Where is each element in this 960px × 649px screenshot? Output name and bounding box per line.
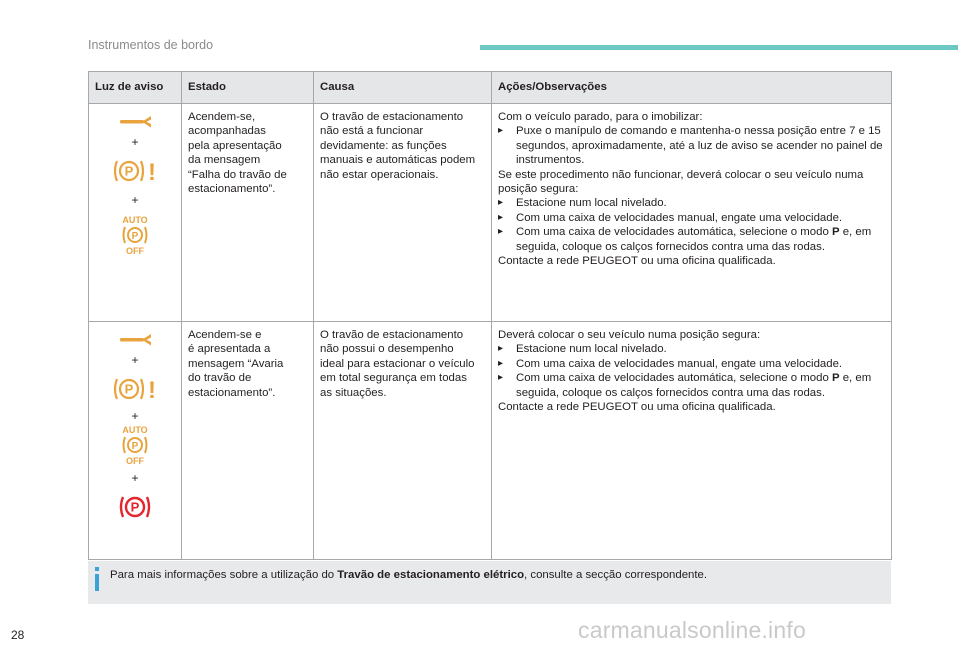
- warning-lights-cell: [89, 104, 182, 322]
- warning-lights-table: [88, 71, 892, 560]
- info-link-text: Travão de estacionamento elétrico: [337, 569, 525, 581]
- service-wrench-icon: [118, 114, 152, 128]
- cause-line: as situações.: [320, 386, 387, 399]
- cause-line: O travão de estacionamento: [320, 111, 464, 123]
- actions-intro: Deverá colocar o seu veículo numa posição segura:: [498, 329, 761, 341]
- cause-line: devidamente: as funções: [320, 139, 447, 152]
- p-letter: P: [124, 163, 134, 179]
- exclamation-mark: !: [148, 159, 156, 186]
- p-letter: P: [124, 381, 134, 397]
- column-header-cause: Causa: [314, 72, 492, 104]
- p-letter: P: [131, 231, 139, 242]
- state-cell: [182, 104, 314, 322]
- header-accent-bar: [480, 45, 958, 50]
- state-line: acompanhadas: [188, 125, 266, 138]
- state-line: é apresentada a: [188, 343, 271, 356]
- state-line: do travão de: [188, 372, 252, 385]
- bullet-arrow-icon: ▸: [498, 211, 504, 223]
- action-bullet: ▸ Com uma caixa de velocidades automática, selecione o modo P e, em seguida, coloque os calços fornecidos contra uma das rodas.: [498, 372, 872, 399]
- parking-brake-fault-icon: [112, 156, 158, 186]
- table-header-row: [89, 72, 892, 104]
- cause-line: ideal para estacionar o veículo: [320, 357, 475, 370]
- plus-sign: +: [131, 471, 139, 485]
- cause-line: não está a funcionar: [320, 125, 424, 138]
- state-line: estacionamento”.: [188, 183, 276, 196]
- bullet-arrow-icon: ▸: [498, 125, 504, 137]
- action-bullet: ▸ Estacione num local nivelado.: [498, 343, 667, 356]
- watermark: carmanualsonline.info: [578, 617, 806, 643]
- parking-brake-fault-icon: [112, 374, 158, 404]
- info-text: Para mais informações sobre a utilização do Travão de estacionamento elétrico, consulte a secção correspondente.: [110, 569, 708, 581]
- state-line: mensagem “Avaria: [188, 357, 284, 370]
- info-note: [88, 561, 891, 604]
- cause-cell: [314, 322, 492, 560]
- plus-sign: +: [131, 193, 139, 207]
- bullet-arrow-icon: ▸: [498, 197, 504, 209]
- plus-sign: +: [131, 135, 139, 149]
- action-bullet: ▸ Com uma caixa de velocidades automática, selecione o modo P e, em seguida, coloque os calços fornecidos contra uma das rodas.: [498, 226, 872, 253]
- off-label: OFF: [126, 456, 144, 466]
- actions-cell: [492, 104, 892, 322]
- action-bullet: ▸ Estacione num local nivelado.: [498, 197, 667, 210]
- bullet-arrow-icon: ▸: [498, 357, 504, 369]
- state-line: “Falha do travão de: [188, 168, 287, 181]
- cause-cell: [314, 104, 492, 322]
- auto-off-parking-icon: [118, 214, 152, 256]
- column-header-warning-light: Luz de aviso: [89, 72, 182, 104]
- p-letter: P: [131, 441, 139, 452]
- table-row: [89, 104, 892, 322]
- auto-off-parking-icon: [118, 424, 152, 466]
- exclamation-mark: !: [148, 377, 156, 404]
- bullet-arrow-icon: ▸: [498, 343, 504, 355]
- cause-line: manuais e automáticas podem: [320, 154, 476, 167]
- info-icon: [92, 567, 102, 591]
- column-header-actions: Ações/Observações: [492, 72, 892, 104]
- column-header-state: Estado: [182, 72, 314, 104]
- action-bullet: ▸ Com uma caixa de velocidades manual, engate uma velocidade.: [498, 211, 843, 224]
- state-line: Acendem-se,: [188, 111, 256, 123]
- cause-line: não estar operacionais.: [320, 168, 439, 181]
- actions-contact: Contacte a rede PEUGEOT ou uma oficina qualificada.: [498, 401, 776, 414]
- page-number: 28: [11, 628, 25, 642]
- state-line: Acendem-se e: [188, 329, 262, 341]
- table-row: [89, 322, 892, 560]
- cause-line: O travão de estacionamento: [320, 329, 464, 341]
- auto-label: AUTO: [122, 215, 148, 225]
- service-wrench-icon: [118, 332, 152, 346]
- state-cell: [182, 322, 314, 560]
- section-title: Instrumentos de bordo: [88, 38, 214, 52]
- state-line: da mensagem: [188, 154, 261, 167]
- off-label: OFF: [126, 246, 144, 256]
- state-line: pela apresentação: [188, 139, 282, 152]
- actions-intro: Com o veículo parado, para o imobilizar:: [498, 111, 703, 123]
- cause-line: não possui o desempenho: [320, 343, 454, 356]
- actions-note: Se este procedimento não funcionar, deverá colocar o seu veículo numa posição segura:: [498, 168, 864, 196]
- bullet-arrow-icon: ▸: [498, 226, 504, 238]
- action-bullet: ▸ Com uma caixa de velocidades manual, engate uma velocidade.: [498, 357, 843, 370]
- state-line: estacionamento”.: [188, 386, 276, 399]
- plus-sign: +: [131, 409, 139, 423]
- auto-label: AUTO: [122, 425, 148, 435]
- actions-cell: [492, 322, 892, 560]
- p-letter: P: [130, 499, 140, 515]
- actions-contact: Contacte a rede PEUGEOT ou uma oficina qualificada.: [498, 255, 776, 268]
- cause-line: em total segurança em todas: [320, 372, 467, 385]
- action-bullet: ▸ Puxe o manípulo de comando e mantenha-o nessa posição entre 7 e 15 segundos, aproximadamente, até a luz de aviso se acender no painel de instrumentos.: [498, 125, 883, 167]
- parking-brake-red-icon: [115, 492, 155, 522]
- bullet-arrow-icon: ▸: [498, 372, 504, 384]
- plus-sign: +: [131, 353, 139, 367]
- warning-lights-cell: [89, 322, 182, 560]
